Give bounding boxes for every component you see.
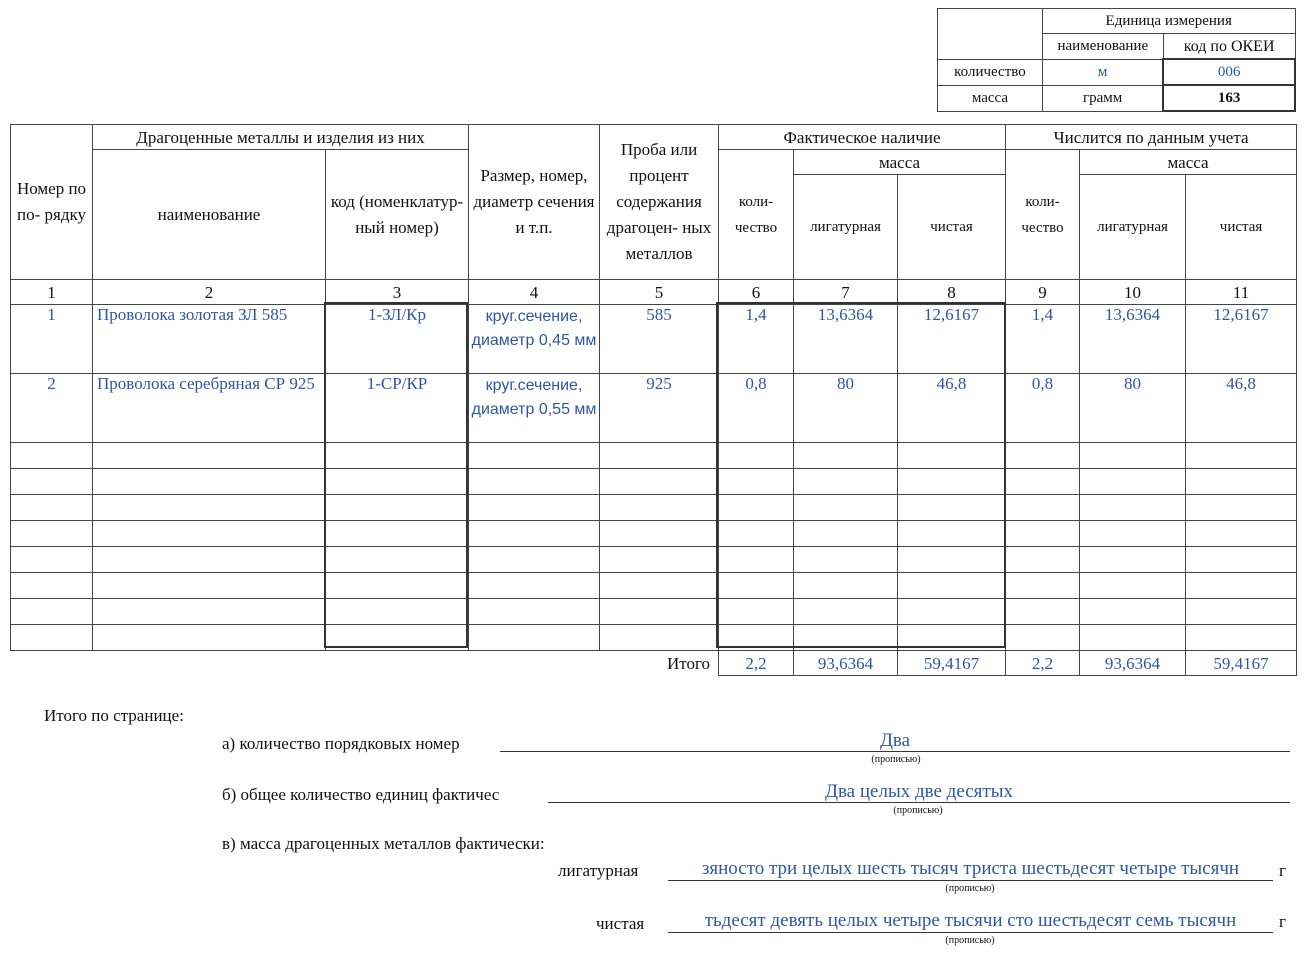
summary-pure-label: чистая bbox=[596, 914, 645, 933]
units-title: Единица измерения bbox=[1042, 9, 1295, 34]
row-lig: 13,6364 bbox=[794, 305, 898, 374]
row-num: 2 bbox=[11, 374, 93, 443]
metals-table bbox=[10, 124, 1297, 676]
colnum-1: 1 bbox=[11, 280, 93, 305]
colnum-5: 5 bbox=[600, 280, 719, 305]
colnum-2: 2 bbox=[93, 280, 326, 305]
header-accounted: Числится по данным учета bbox=[1006, 125, 1297, 150]
total-qty2: 2,2 bbox=[1006, 651, 1080, 676]
header-probe: Проба или процент содержания драгоцен- ных металлов bbox=[600, 125, 719, 280]
header-metals: Драгоценные металлы и изделия из них bbox=[93, 125, 469, 150]
summary-a-hint: (прописью) bbox=[871, 754, 921, 765]
row-code: 1-СР/КР bbox=[326, 374, 469, 443]
header-actual: Фактическое наличие bbox=[719, 125, 1006, 150]
table-row bbox=[11, 374, 1297, 443]
row-size: круг.сечение, диаметр 0,45 мм bbox=[469, 305, 600, 374]
summary-lig-hint: (прописью) bbox=[945, 883, 995, 894]
header-name: наименование bbox=[93, 150, 326, 280]
total-lig: 93,6364 bbox=[794, 651, 898, 676]
header-number: Номер по по- рядку bbox=[11, 125, 93, 280]
summary-b-label: б) общее количество единиц фактичес bbox=[222, 785, 500, 804]
header-actual-pure: чистая bbox=[898, 175, 1006, 280]
total-label: Итого bbox=[666, 653, 711, 673]
units-col-name: наименование bbox=[1042, 34, 1163, 60]
empty-row bbox=[11, 443, 1297, 469]
empty-row bbox=[11, 469, 1297, 495]
total-row bbox=[11, 651, 1297, 676]
total-lig2: 93,6364 bbox=[1080, 651, 1186, 676]
units-mass-code: 163 bbox=[1163, 85, 1295, 111]
units-qty-label: количество bbox=[938, 59, 1043, 85]
units-table bbox=[937, 8, 1296, 112]
summary-b-value: Два целых две десятых bbox=[825, 781, 1013, 802]
empty-row bbox=[11, 625, 1297, 651]
row-lig: 80 bbox=[794, 374, 898, 443]
header-accounted-mass: масса bbox=[1080, 150, 1297, 175]
colnum-3: 3 bbox=[326, 280, 469, 305]
header-actual-lig: лигатурная bbox=[794, 175, 898, 280]
colnum-10: 10 bbox=[1080, 280, 1186, 305]
units-qty-code: 006 bbox=[1163, 59, 1295, 85]
summary-pure-unit: г bbox=[1279, 912, 1286, 931]
header-actual-mass: масса bbox=[794, 150, 1006, 175]
table-row bbox=[11, 305, 1297, 374]
total-pure2: 59,4167 bbox=[1186, 651, 1297, 676]
row-qty2: 0,8 bbox=[1006, 374, 1080, 443]
colnum-9: 9 bbox=[1006, 280, 1080, 305]
header-accounted-lig: лигатурная bbox=[1080, 175, 1186, 280]
summary-lig-value: зяносто три целых шесть тысяч триста шестьдесят четыре тысячн bbox=[701, 858, 1240, 879]
header-actual-qty: коли- чество bbox=[719, 150, 794, 280]
summary-a-label: а) количество порядковых номер bbox=[222, 734, 460, 753]
row-pure: 12,6167 bbox=[898, 305, 1006, 374]
header-accounted-pure: чистая bbox=[1186, 175, 1297, 280]
colnum-4: 4 bbox=[469, 280, 600, 305]
row-name: Проволока серебряная СР 925 bbox=[93, 374, 326, 443]
row-qty2: 1,4 bbox=[1006, 305, 1080, 374]
row-qty: 1,4 bbox=[719, 305, 794, 374]
header-accounted-qty: коли- чество bbox=[1006, 150, 1080, 280]
row-pure2: 46,8 bbox=[1186, 374, 1297, 443]
header-code: код (номенклатур- ный номер) bbox=[326, 150, 469, 280]
row-size: круг.сечение, диаметр 0,55 мм bbox=[469, 374, 600, 443]
row-num: 1 bbox=[11, 305, 93, 374]
summary-lig-label: лигатурная bbox=[558, 861, 639, 880]
colnum-7: 7 bbox=[794, 280, 898, 305]
units-col-code: код по ОКЕИ bbox=[1163, 34, 1295, 60]
summary-pure-hint: (прописью) bbox=[945, 935, 995, 946]
summary-title: Итого по странице: bbox=[44, 706, 184, 725]
row-probe: 925 bbox=[600, 374, 719, 443]
colnum-11: 11 bbox=[1186, 280, 1297, 305]
summary-pure-line bbox=[668, 932, 1273, 933]
row-name: Проволока золотая ЗЛ 585 bbox=[93, 305, 326, 374]
row-probe: 585 bbox=[600, 305, 719, 374]
total-pure: 59,4167 bbox=[898, 651, 1006, 676]
colnum-8: 8 bbox=[898, 280, 1006, 305]
row-qty: 0,8 bbox=[719, 374, 794, 443]
total-qty: 2,2 bbox=[719, 651, 794, 676]
row-pure: 46,8 bbox=[898, 374, 1006, 443]
summary-pure-value: тьдесят девять целых четыре тысячи сто шестьдесят семь тысячн bbox=[704, 910, 1237, 931]
empty-row bbox=[11, 599, 1297, 625]
summary-a-value: Два bbox=[879, 730, 911, 751]
header-size: Размер, номер, диаметр сечения и т.п. bbox=[469, 125, 600, 280]
summary-c-label: в) масса драгоценных металлов фактически: bbox=[222, 834, 545, 853]
units-mass-name: грамм bbox=[1042, 85, 1163, 111]
empty-row bbox=[11, 573, 1297, 599]
row-lig2: 80 bbox=[1080, 374, 1186, 443]
summary-lig-line bbox=[668, 880, 1273, 881]
units-corner bbox=[938, 9, 1043, 60]
colnum-6: 6 bbox=[719, 280, 794, 305]
row-pure2: 12,6167 bbox=[1186, 305, 1297, 374]
empty-row bbox=[11, 495, 1297, 521]
empty-row bbox=[11, 521, 1297, 547]
empty-row bbox=[11, 547, 1297, 573]
units-mass-label: масса bbox=[938, 85, 1043, 111]
row-code: 1-ЗЛ/Кр bbox=[326, 305, 469, 374]
summary-b-hint: (прописью) bbox=[893, 805, 943, 816]
row-lig2: 13,6364 bbox=[1080, 305, 1186, 374]
summary-lig-unit: г bbox=[1279, 861, 1286, 880]
units-qty-name: м bbox=[1042, 59, 1163, 85]
